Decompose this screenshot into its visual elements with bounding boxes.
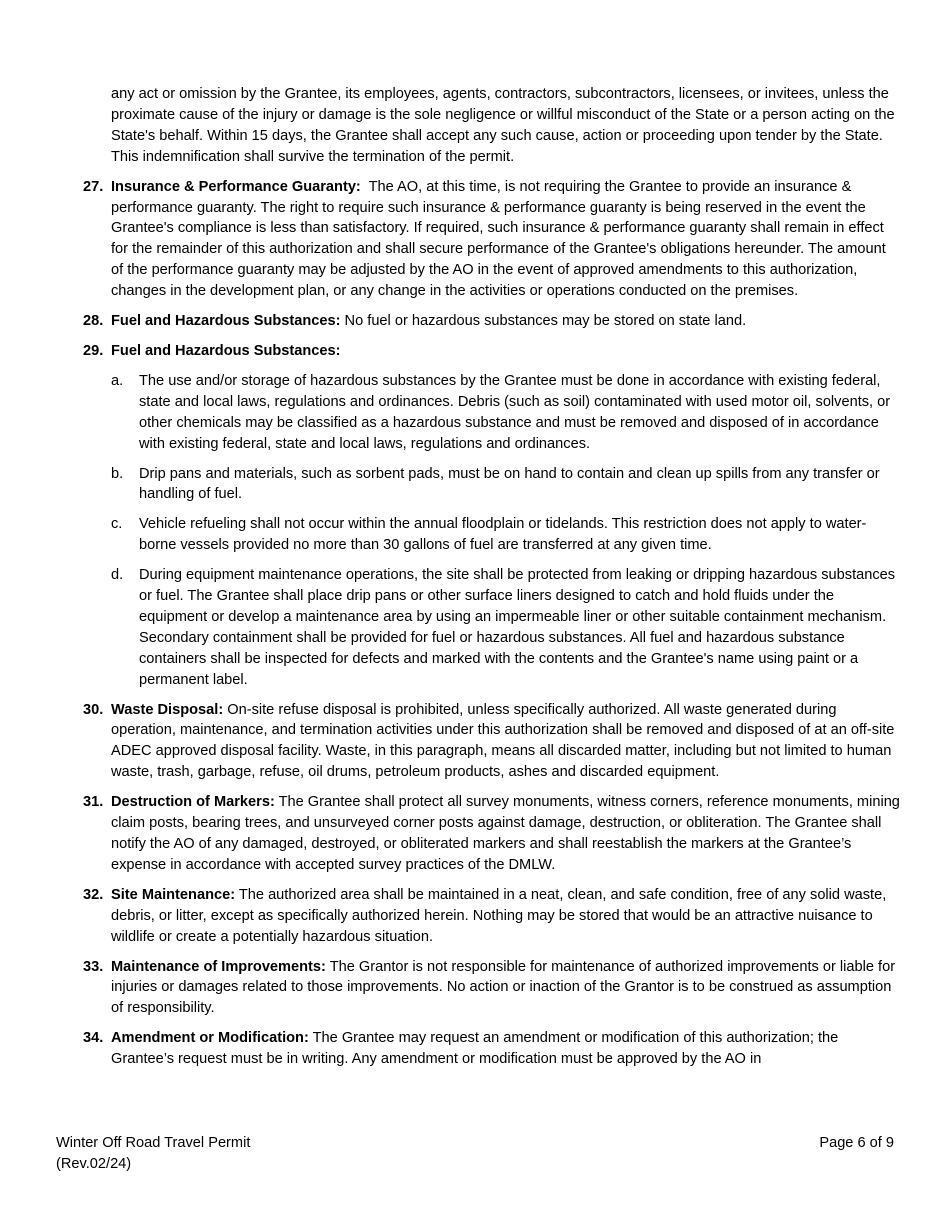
- item-32: [83, 885, 901, 948]
- footer-page-number: Page 6 of 9: [819, 1135, 894, 1151]
- item-text: The Grantor is not responsible for maintenance of authorized improvements or liable for injuries or damages related to those improvements. No action or inaction of the Grantor is to be construed as assumption of responsibility.: [111, 958, 900, 1017]
- item-number: 28.: [83, 313, 104, 330]
- subitem-b: [111, 464, 901, 506]
- intro-paragraph: any act or omission by the Grantee, its employees, agents, contractors, subcontractors, licensees, or invitees, unless the proximate cause of the injury or damage is the sole negligence or willful misconduct of the State or a person acting on the State's behalf. Within 15 days, the Grantee shall accept any such cause, action or proceeding upon tender by the State. This indemnification shall survive the termination of the permit.: [111, 86, 895, 165]
- subitem-text: Drip pans and materials, such as sorbent pads, must be on hand to contain and clean up spills from any transfer or handling of fuel.: [139, 465, 880, 503]
- item-title: Fuel and Hazardous Substances:: [111, 313, 341, 330]
- item-text: The authorized area shall be maintained in a neat, clean, and safe condition, free of any solid waste, debris, or litter, except as specifically authorized herein. Nothing may be stored that would be an attractive nuisance to wildlife or create a potentially hazardous situation.: [111, 886, 891, 945]
- subitem-d: [111, 565, 901, 690]
- item-number: 27.: [83, 178, 104, 195]
- subitem-a: [111, 371, 901, 455]
- page-body: [83, 84, 904, 1070]
- item-title: Amendment or Modification:: [111, 1030, 309, 1047]
- subitem-c: [111, 514, 901, 556]
- item-number: 31.: [83, 794, 104, 811]
- footer-document-title: Winter Off Road Travel Permit: [56, 1135, 251, 1151]
- item-number: 32.: [83, 886, 104, 903]
- item-31: [83, 792, 904, 876]
- subitem-letter: a.: [111, 372, 124, 389]
- page-footer: [56, 1133, 250, 1175]
- item-28: [83, 311, 901, 332]
- item-text: No fuel or hazardous substances may be stored on state land.: [340, 313, 747, 330]
- item-text: On-site refuse disposal is prohibited, unless specifically authorized. All waste generated during operation, maintenance, and termination activities under this authorization shall be removed and disposed of at an off-site ADEC approved disposal facility. Waste, in this paragraph, means all discarded matter, including but not limited to human waste, trash, garbage, refuse, oil drums, petroleum products, ashes and discarded equipment.: [111, 701, 898, 781]
- item-text: The Grantee may request an amendment or modification of this authorization; the Grantee’s request must be in writing. Any amendment or modification must be approved by the AO in: [111, 1030, 843, 1068]
- item-title: Maintenance of Improvements:: [111, 958, 326, 975]
- item-number: 33.: [83, 958, 104, 975]
- subitem-letter: b.: [111, 465, 124, 482]
- item-title: Waste Disposal:: [111, 701, 224, 718]
- item-title: Destruction of Markers:: [111, 794, 275, 811]
- item-title: Fuel and Hazardous Substances:: [111, 342, 341, 359]
- subitem-letter: d.: [111, 567, 124, 584]
- item-text: The Grantee shall protect all survey monuments, witness corners, reference monuments, mining claim posts, bearing trees, and unsurveyed corner posts against damage, destruction, or obliteration. The Grantee shall notify the AO of any damaged, destroyed, or obliterated markers and shall reestablish the markers at the Grantee’s expense in accordance with accepted survey practices of the DMLW.: [111, 794, 904, 873]
- subitem-text: The use and/or storage of hazardous substances by the Grantee must be done in accordance with existing federal, state and local laws, regulations and ordinances. Debris (such as soil) contaminated with used motor oil, solvents, or other chemicals may be classified as a hazardous substance and must be removed and disposed of in accordance with existing federal, state and local laws, regulations and ordinances.: [139, 372, 891, 452]
- subitem-text: Vehicle refueling shall not occur within the annual floodplain or tidelands. This restriction does not apply to water-borne vessels provided no more than 30 gallons of fuel are transferred at any given time.: [139, 516, 867, 554]
- item-27: [83, 177, 901, 302]
- subitem-list: [111, 371, 901, 691]
- item-number: 29.: [83, 342, 104, 359]
- item-text: The AO, at this time, is not requiring the Grantee to provide an insurance & performance guaranty. The right to require such insurance & performance guaranty is being reserved in the event the Grantee's compliance is less than satisfactory. If required, such insurance & performance guaranty shall remain in effect for the remainder of this authorization and shall secure performance of the Grantee's obligations hereunder. The amount of the performance guaranty may be adjusted by the AO in the event of approved amendments to this authorization, changes in the development plan, or any change in the activities or operations conducted on the premises.: [111, 178, 890, 300]
- item-30: [83, 700, 901, 784]
- item-33: [83, 957, 901, 1020]
- item-title: Insurance & Performance Guaranty:: [111, 178, 361, 195]
- subitem-letter: c.: [111, 516, 123, 533]
- footer-revision: (Rev.02/24): [56, 1155, 132, 1172]
- item-34: [83, 1028, 901, 1070]
- item-number: 34.: [83, 1030, 104, 1047]
- item-29: [83, 341, 901, 691]
- item-number: 30.: [83, 701, 104, 718]
- item-title: Site Maintenance:: [111, 886, 236, 903]
- subitem-text: During equipment maintenance operations, the site shall be protected from leaking or dripping hazardous substances or fuel. The Grantee shall place drip pans or other surface liners designed to catch and hold fluids under the equipment or develop a maintenance area by using an impermeable liner or other suitable containment mechanism. Secondary containment shall be provided for fuel or hazardous substances. All fuel and hazardous substance containers shall be inspected for defects and marked with the contents and the Grantee's name using paint or a permanent label.: [139, 567, 896, 688]
